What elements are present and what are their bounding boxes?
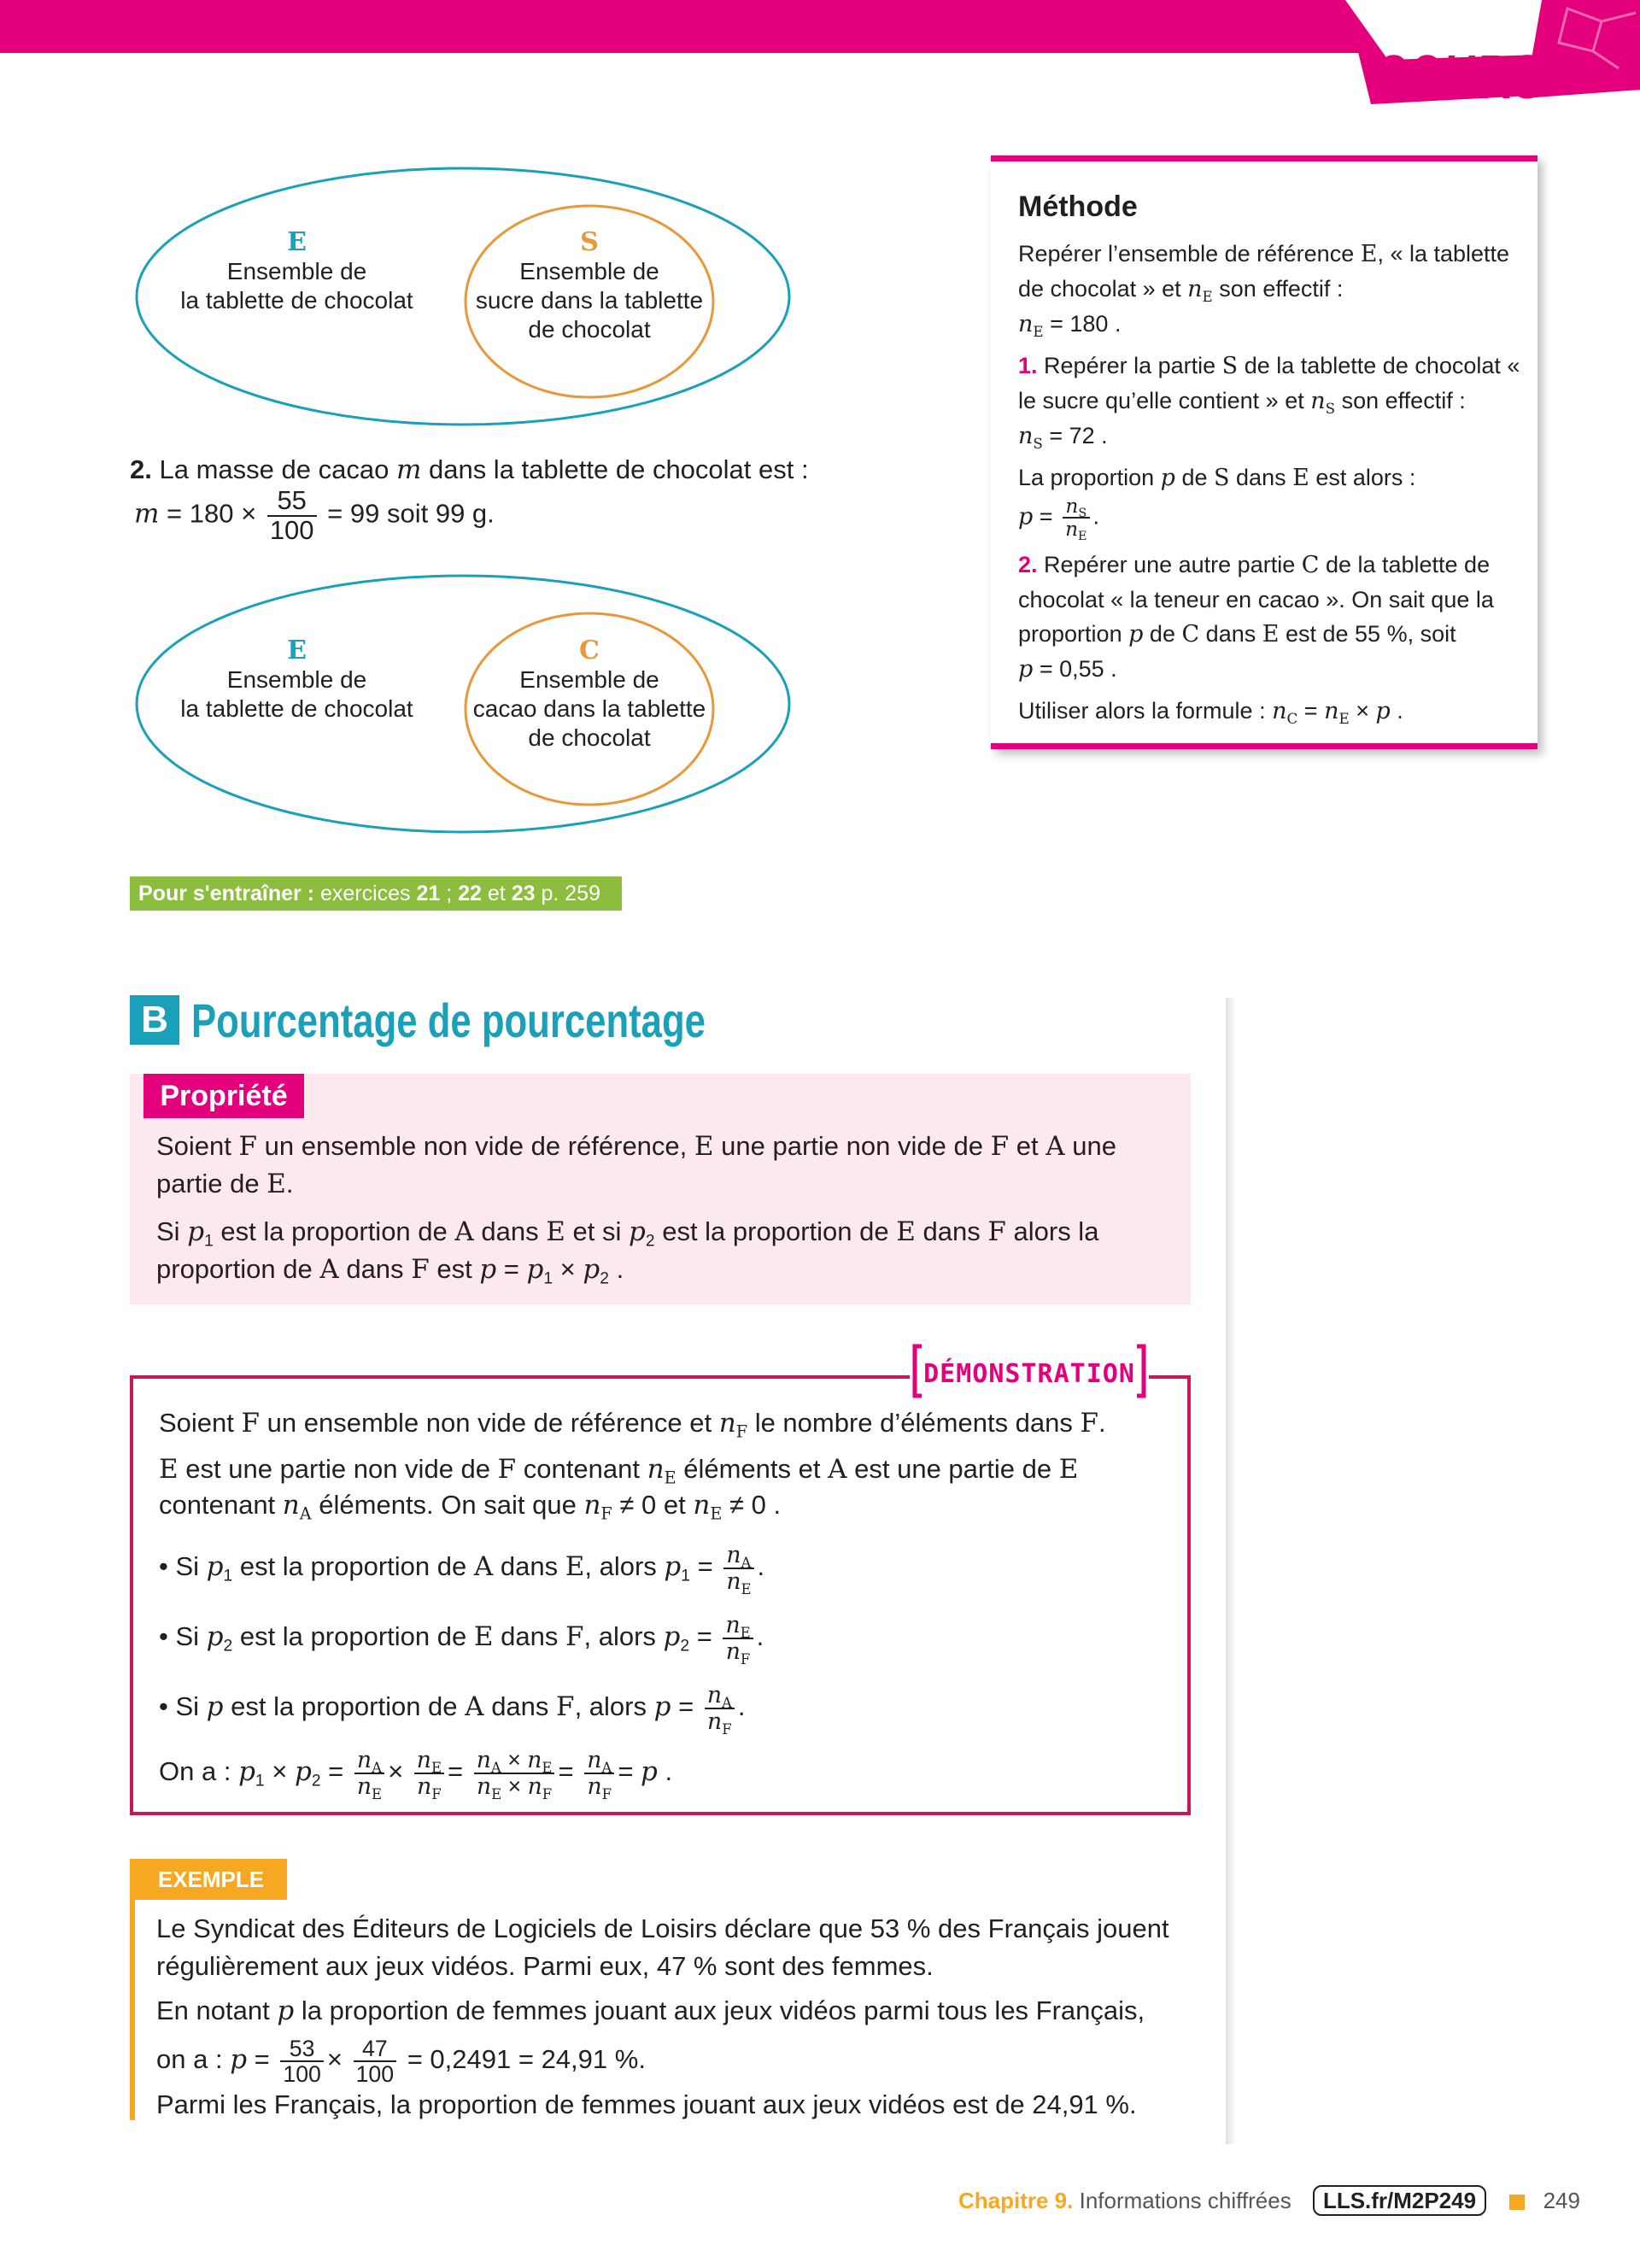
section-b-badge: B (130, 995, 179, 1045)
methode-body: Repérer l’ensemble de référence E, « la tablette de chocolat » et $n_E$ son effectif : $n_E = 180$ . 1. Repérer la partie S de la tablette de chocolat « le sucre qu’elle contient » et $n_S$ son effectif : $n_S = 72$ . La proportion p de S dans E est alors : p = $\frac{n_S}{n_E}$ . 2. Repérer une autre partie C de la tablette de chocolat « la teneur en cacao ». On sait que la proportion p de C dans E est de 55 %, soit p = 0,55 . Utiliser alors la formule : $n_C = n_E \times p$ . (1018, 241, 1520, 727)
footer-square-icon (1509, 2195, 1525, 2210)
footer-title: Informations chiffrées (1079, 2188, 1292, 2213)
item2-formula: m = 180 × $\frac{55}{100}$ = 99 soit 99 g. (134, 485, 495, 545)
diagram2-inner-label: C Ensemble de cacao dans la tablette de chocolat (472, 636, 706, 751)
diagram1-outer-label: E Ensemble de la tablette de chocolat (180, 227, 413, 314)
exercises-link[interactable]: Pour s'entraîner : exercices 21 ; 22 et 23 p. 259 (130, 876, 622, 911)
section-shadow (1226, 998, 1236, 2144)
page-footer (958, 2183, 1580, 2218)
item2-text: 2. La masse de cacao m dans la tablette de chocolat est : (130, 454, 809, 485)
demonstration-text: Soient F un ensemble non vide de référence et $n_F$ le nombre d’éléments dans F. E est une partie non vide de F contenant $n_E$ éléments et A est une partie de E contenant $n_A$ éléments. On sait que $n_F \ne 0$ et $n_E \ne 0$ . • Si $p_1$ est la proportion de A dans E, alors $p_1$ = $\frac{n_A}{n_E}$ . • Si $p_2$ est la proportion de E dans F, alors $p_2$ = $\frac{n_E}{n_F}$ . • Si p est la proportion de A dans F, alors p = $\frac{n_A}{n_F}$ . On a : $p_1 \times p_2$ = $\frac{n_A}{n_E}$ × $\frac{n_E}{n_F}$ = $\frac{n_A \times n_E}{n_E \times n_F}$ = $\frac{n_A}{n_F}$ = p . (159, 1408, 1106, 1802)
demonstration-label (910, 1339, 1149, 1403)
methode-box (991, 155, 1538, 749)
propriete-text: Soient F un ensemble non vide de référence, E une partie non vide de F et A une partie de E. Si $p_1$ est la proportion de A dans E et si $p_2$ est la proportion de E dans F alors la proportion de A dans F est $p = p_1 \times p_2$ . (156, 1131, 1116, 1288)
header-band (0, 0, 1367, 53)
exemple-label: EXEMPLE (135, 1859, 287, 1900)
exemple-text: Le Syndicat des Éditeurs de Logiciels de Loisirs déclare que 53 % des Français jouent régulièrement aux jeux vidéos. Parmi eux, 47 % sont des femmes. En notant p la proportion de femmes jouant aux jeux vidéos parmi tous les Français, on a : p = $\frac{53}{100}$ × $\frac{47}{100}$ = 0,2491 = 24,91 %. Parmi les Français, la proportion de femmes jouant aux jeux vidéos est de 24,91 %. (156, 1913, 1169, 2119)
page-number: 249 (1543, 2188, 1580, 2213)
footer-link[interactable]: LLS.fr/M2P249 (1313, 2185, 1486, 2216)
diagram1-inner-label: S Ensemble de sucre dans la tablette de chocolat (475, 227, 704, 343)
diagram2-outer-label: E Ensemble de la tablette de chocolat (180, 636, 413, 722)
methode-title: Méthode (1018, 190, 1138, 223)
cours-label: COURS (1377, 44, 1543, 112)
section-b-title: Pourcentage de pourcentage (191, 993, 706, 1047)
svg-text:DÉMONSTRATION: DÉMONSTRATION (923, 1359, 1135, 1389)
propriete-label: Propriété (144, 1074, 304, 1118)
footer-chapter: Chapitre 9. (958, 2188, 1074, 2213)
